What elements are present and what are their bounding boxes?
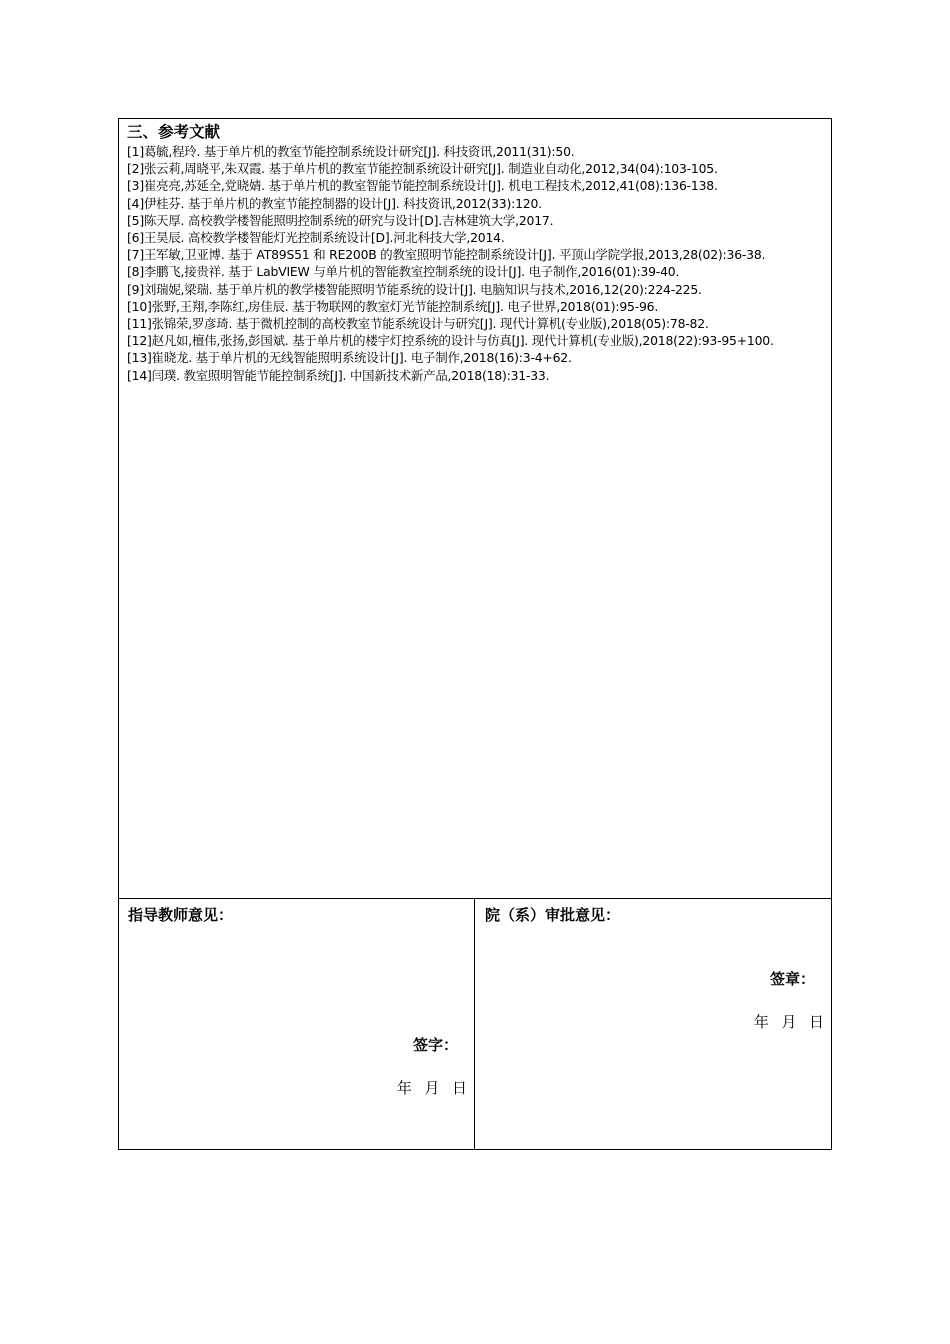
reference-item: [7]王军敏,卫亚博. 基于 AT89S51 和 RE200B 的教室照明节能控制系统设计[J]. 平顶山学院学报,2013,28(02):36-38. — [127, 247, 766, 263]
supervisor-signature-label: 签字： — [412, 1036, 458, 1054]
reference-item: [9]刘瑞妮,梁瑞. 基于单片机的教学楼智能照明节能系统的设计[J]. 电脑知识与技术,2016,12(20):224-225. — [127, 281, 702, 297]
review-form-table — [118, 118, 832, 1150]
reference-item: [11]张锦荣,罗彦琦. 基于微机控制的高校教室节能系统设计与研究[J]. 现代计算机(专业版),2018(05):78-82. — [127, 316, 709, 332]
department-approval-heading: 院（系）审批意见： — [485, 906, 621, 924]
reference-item: [5]陈天厚. 高校教学楼智能照明控制系统的研究与设计[D].吉林建筑大学,2017. — [127, 212, 554, 228]
reference-list — [127, 143, 823, 384]
references-section — [119, 119, 831, 899]
reference-item: [2]张云莉,周晓平,朱双霞. 基于单片机的教室节能控制系统设计研究[J]. 制造业自动化,2012,34(04):103-105. — [127, 161, 718, 177]
reference-item: [12]赵凡如,檀伟,张扬,彭国斌. 基于单片机的楼宇灯控系统的设计与仿真[J]. 现代计算机(专业版),2018(22):93-95+100. — [127, 333, 774, 349]
reference-item: [1]葛毓,程玲. 基于单片机的教室节能控制系统设计研究[J]. 科技资讯,2011(31):50. — [127, 144, 575, 159]
reference-item: [13]崔晓龙. 基于单片机的无线智能照明系统设计[J]. 电子制作,2018(16):3-4+62. — [127, 350, 572, 366]
reference-item: [10]张野,王翔,李陈红,房佳辰. 基于物联网的教室灯光节能控制系统[J]. 电子世界,2018(01):95-96. — [127, 298, 659, 314]
reference-item: [4]伊桂芬. 基于单片机的教室节能控制器的设计[J]. 科技资讯,2012(33):120. — [127, 195, 542, 211]
reference-item: [3]崔亮亮,苏延全,党晓婧. 基于单片机的教室智能节能控制系统设计[J]. 机电工程技术,2012,41(08):136-138. — [127, 178, 718, 194]
references-title: 三、参考文献 — [127, 122, 221, 141]
supervisor-date-label: 年 月 日 — [396, 1079, 468, 1097]
department-date-label: 年 月 日 — [753, 1013, 825, 1031]
department-approval-cell — [475, 899, 831, 1149]
reference-item: [14]闫璞. 教室照明智能节能控制系统[J]. 中国新技术新产品,2018(18):31-33. — [127, 367, 550, 383]
department-seal-label: 签章： — [769, 970, 815, 988]
reference-item: [6]王昊辰. 高校教学楼智能灯光控制系统设计[D].河北科技大学,2014. — [127, 230, 505, 246]
approval-row — [119, 899, 831, 1149]
reference-item: [8]李鹏飞,接贵祥. 基于 LabVIEW 与单片机的智能教室控制系统的设计[J]. 电子制作,2016(01):39-40. — [127, 264, 680, 280]
supervisor-opinion-cell — [119, 899, 475, 1149]
supervisor-opinion-heading: 指导教师意见： — [128, 906, 234, 924]
